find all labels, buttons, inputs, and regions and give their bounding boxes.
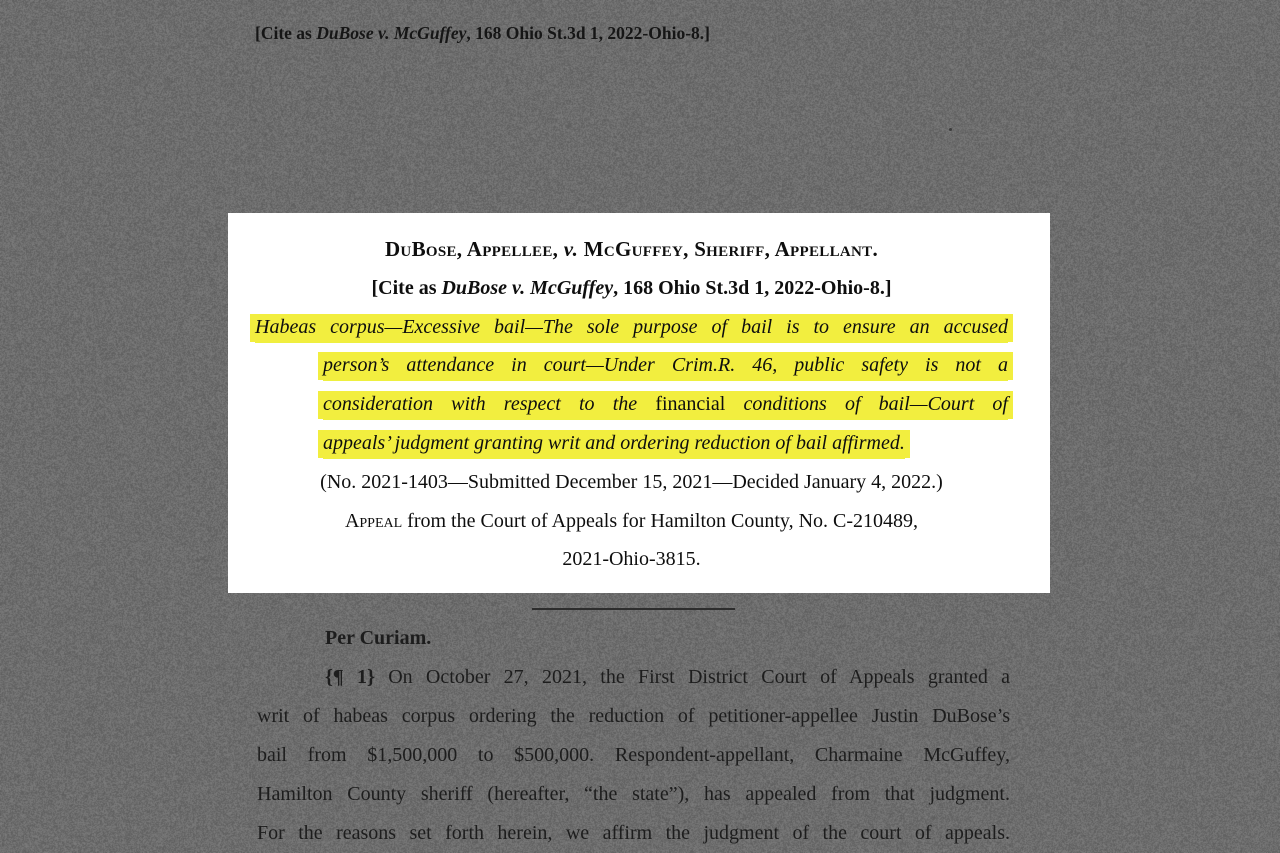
stray-dot (949, 128, 952, 131)
appeal-line-lead: Appeal (344, 509, 403, 532)
case-title (255, 230, 1008, 269)
headnote-highlight-4: appeals’ judgment granting writ and ordering reduction of bail affirmed. (323, 430, 905, 458)
opinion-line-4: Hamilton County sheriff (hereafter, “the state”), has appealed from that judgment. (257, 783, 1010, 805)
opinion-line-5: For the reasons set forth herein, we affirm the judgment of the court of appeals. (257, 822, 1010, 844)
headnote-line-3-part1: consideration with respect to the (323, 393, 638, 416)
headnote-line-1 (255, 308, 1008, 347)
appeal-line (255, 502, 1008, 541)
top-citation (255, 23, 710, 44)
top-citation-case-name: DuBose v. McGuffey (316, 23, 467, 43)
headnote-highlight-2: person’s attendance in court—Under Crim.R. 46, public safety is not a (323, 352, 1008, 380)
case-title-party2: McGuffey, Sheriff, Appellant. (578, 237, 879, 261)
headnote-highlight-3 (323, 391, 1008, 419)
paragraph-number: {¶ 1} (325, 666, 375, 688)
case-caption-box (228, 213, 1050, 593)
top-citation-suffix: , 168 Ohio St.3d 1, 2022-Ohio-8.] (466, 23, 710, 43)
headnote-line-3 (323, 385, 1008, 424)
headnote-line-4 (323, 424, 1008, 463)
top-citation-prefix: [Cite as (255, 23, 317, 43)
case-citation-prefix: [Cite as (371, 276, 442, 299)
docket-line: (No. 2021-1403—Submitted December 15, 2021—Decided January 4, 2022.) (320, 470, 943, 493)
opinion-line-2: writ of habeas corpus ordering the reduction of petitioner-appellee Justin DuBose’s (257, 705, 1010, 727)
case-title-versus: v. (563, 237, 579, 261)
opinion-line-1 (257, 658, 1010, 697)
case-title-party1: DuBose, Appellee, (384, 237, 564, 261)
headnote-line-3-roman-word: financial (655, 393, 726, 416)
headnote-line-3-part3: conditions of bail—Court of (743, 393, 1008, 416)
opinion-line-1-text: On October 27, 2021, the First District Court of Appeals granted a (388, 666, 1011, 688)
headnote-line-2 (323, 346, 1008, 385)
case-citation-suffix: , 168 Ohio St.3d 1, 2022-Ohio-8.] (613, 276, 892, 299)
headnote-highlight-1: Habeas corpus—Excessive bail—The sole purpose of bail is to ensure an accused (255, 314, 1008, 342)
section-divider (532, 608, 735, 610)
opinion-line-3: bail from $1,500,000 to $500,000. Respondent-appellant, Charmaine McGuffey, (257, 744, 1010, 766)
case-citation (255, 269, 1008, 308)
web-citation: 2021-Ohio-3815. (562, 548, 701, 571)
appeal-line-rest: from the Court of Appeals for Hamilton County, No. C-210489, (402, 509, 919, 532)
per-curiam-heading: Per Curiam. (325, 627, 432, 649)
opinion-section (257, 598, 1010, 853)
case-citation-case-name: DuBose v. McGuffey (441, 276, 614, 299)
